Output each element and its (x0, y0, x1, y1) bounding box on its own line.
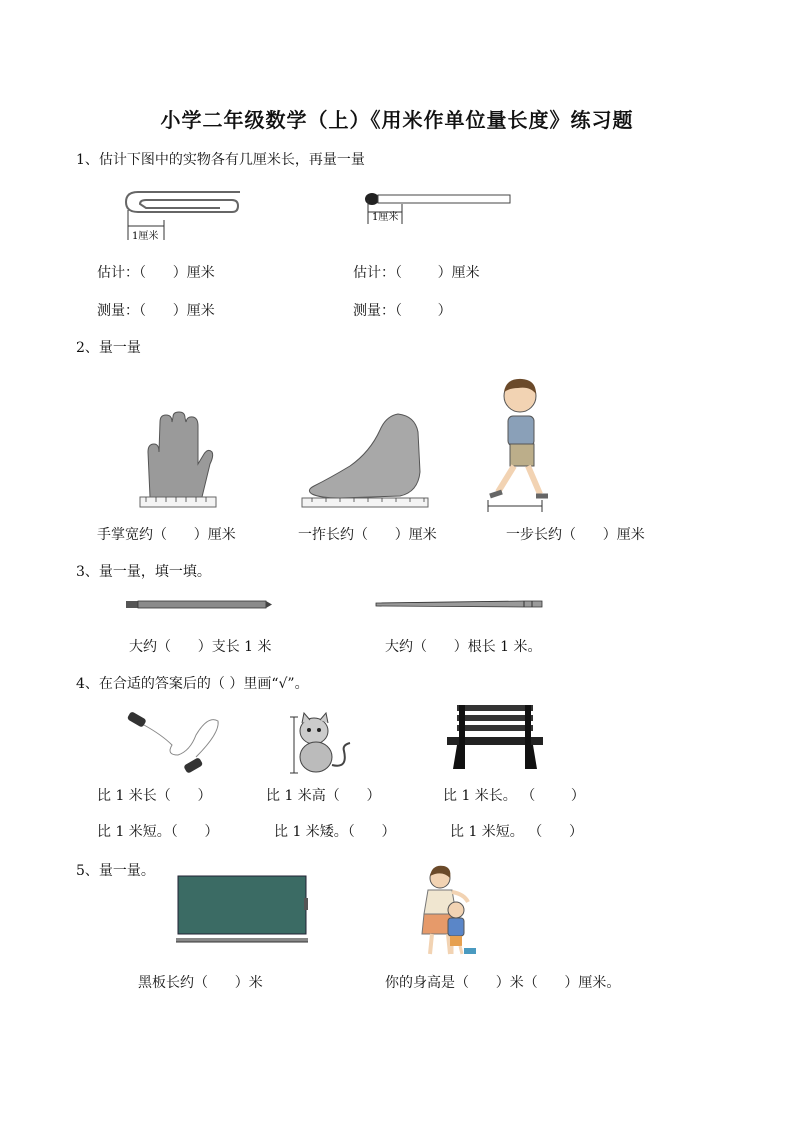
q5-blackboard-length[interactable]: 黑板长约（ ）米 (138, 975, 263, 991)
walking-boy-image (480, 374, 558, 514)
q4-cat-taller[interactable]: 比 1 米高（ ） (266, 788, 381, 804)
jump-rope-image (126, 711, 222, 773)
question-1-label: 1、估计下图中的实物各有几厘米长，再量一量 (76, 152, 365, 168)
paperclip-unit-label: 1厘米 (132, 231, 159, 242)
question-2-label: 2、量一量 (76, 340, 141, 356)
q4-bench-longer[interactable]: 比 1 米长。 （ ） (443, 788, 585, 804)
matchstick-image (362, 186, 514, 232)
q3-chopstick-answer[interactable]: 大约（ ）根长 1 米。 (385, 639, 542, 655)
question-4-label: 4、在合适的答案后的（ ）里画“√”。 (76, 676, 309, 692)
page-title: 小学二年级数学（上）《用米作单位量长度》练习题 (160, 108, 634, 132)
q4-rope-shorter[interactable]: 比 1 米短。（ ） (97, 824, 219, 840)
q4-bench-shorter[interactable]: 比 1 米短。 （ ） (450, 824, 583, 840)
matchstick-unit-label: 1厘米 (372, 212, 399, 223)
q1-estimate-left[interactable]: 估计：（ ）厘米 (97, 265, 215, 281)
q4-rope-longer[interactable]: 比 1 米长（ ） (97, 788, 212, 804)
q3-pencil-answer[interactable]: 大约（ ）支长 1 米 (129, 639, 272, 655)
q1-measure-right[interactable]: 测量：（ ） (353, 303, 452, 319)
question-5-label: 5、量一量。 (76, 863, 155, 879)
q1-estimate-right[interactable]: 估计：（ ）厘米 (353, 265, 480, 281)
q2-palm-width[interactable]: 手掌宽约（ ）厘米 (97, 527, 236, 543)
cat-image (288, 711, 360, 775)
hand-span-image (300, 412, 430, 510)
chopsticks-image (376, 599, 544, 611)
q2-step-length[interactable]: 一步长约（ ）厘米 (506, 527, 645, 543)
bench-image (443, 703, 547, 775)
palm-image (140, 412, 216, 510)
q5-your-height[interactable]: 你的身高是（ ）米（ ）厘米。 (385, 975, 621, 991)
q4-cat-shorter[interactable]: 比 1 米矮。（ ） (274, 824, 396, 840)
blackboard-image (176, 876, 310, 948)
paperclip-image (120, 182, 250, 244)
pencil-image (126, 599, 272, 611)
question-3-label: 3、量一量，填一填。 (76, 564, 211, 580)
mother-child-image (412, 864, 492, 960)
q1-measure-left[interactable]: 测量：（ ）厘米 (97, 303, 215, 319)
q2-hand-span[interactable]: 一拃长约（ ）厘米 (298, 527, 437, 543)
